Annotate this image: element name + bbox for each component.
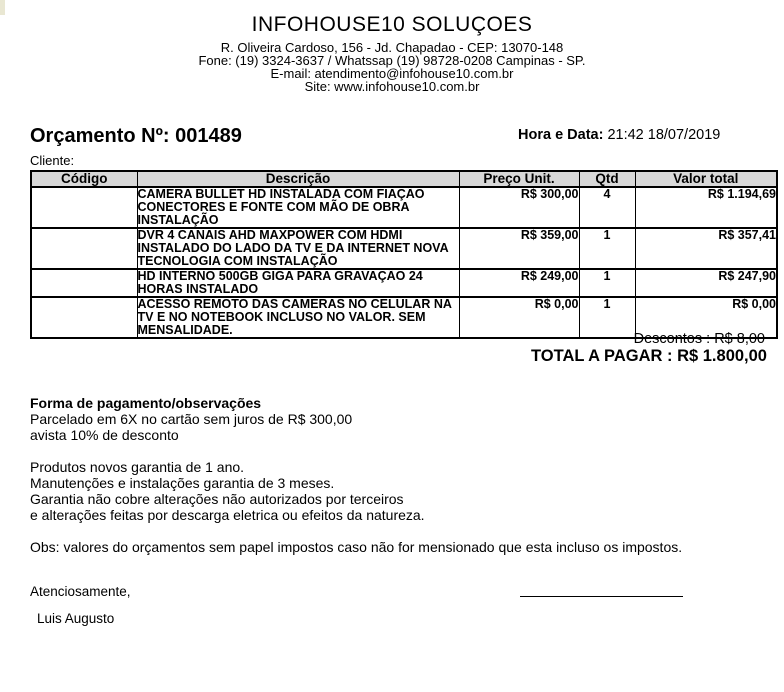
datetime-value: 21:42 18/07/2019 [603, 127, 721, 143]
column-header-descricao: Descrição [137, 171, 459, 187]
datetime-label: Hora e Data: [518, 127, 604, 143]
quote-number-title: Orçamento Nº: 001489 [30, 125, 242, 147]
signature-line [520, 596, 683, 597]
company-phone: Fone: (19) 3324-3637 / Whatssap (19) 98728-0208 Campinas - SP. [198, 53, 586, 68]
company-name: INFOHOUSE10 SOLUÇOES [251, 13, 533, 36]
item-descricao: ACESSO REMOTO DAS CAMERAS NO CELULAR NA TV E NO NOTEBOOK INCLUSO NO VALOR. SEM MENSALIDADE. [137, 297, 459, 338]
payment-line: avista 10% de desconto [30, 427, 179, 443]
items-table [30, 170, 778, 339]
item-qtd: 1 [579, 297, 635, 338]
item-preco-unit: R$ 300,00 [459, 187, 579, 228]
warranty-line: e alterações feitas por descarga eletrica ou efeitos da natureza. [30, 507, 425, 523]
item-valor-total: R$ 1.194,69 [635, 187, 777, 228]
item-qtd: 1 [579, 269, 635, 297]
item-valor-total: R$ 0,00 [635, 297, 777, 338]
warranty-line: Produtos novos garantia de 1 ano. [30, 459, 245, 475]
item-codigo [31, 228, 137, 269]
company-address: R. Oliveira Cardoso, 156 - Jd. Chapadao - CEP: 13070-148 [220, 40, 564, 55]
table-row [31, 228, 777, 269]
item-qtd: 1 [579, 228, 635, 269]
spacer [30, 443, 425, 459]
column-header-preco-unit: Preço Unit. [459, 171, 579, 187]
item-preco-unit: R$ 0,00 [459, 297, 579, 338]
document-header [0, 13, 784, 93]
table-header-row [31, 171, 777, 187]
item-descricao: CAMERA BULLET HD INSTALADA COM FIAÇÃO CONECTORES E FONTE COM MÃO DE OBRA INSTALAÇÃO [137, 187, 459, 228]
item-valor-total: R$ 247,90 [635, 269, 777, 297]
column-header-qtd: Qtd [579, 171, 635, 187]
item-codigo [31, 269, 137, 297]
company-site: Site: www.infohouse10.com.br [304, 79, 480, 94]
item-preco-unit: R$ 249,00 [459, 269, 579, 297]
payment-observations-section [30, 395, 425, 523]
item-preco-unit: R$ 359,00 [459, 228, 579, 269]
item-descricao: HD INTERNO 500GB GIGA PARA GRAVAÇÃO 24 HORAS INSTALADO [137, 269, 459, 297]
client-label: Cliente: [30, 153, 75, 168]
discount-total: Descontos : R$ 8,00 [633, 331, 765, 347]
column-header-codigo: Código [31, 171, 137, 187]
item-qtd: 4 [579, 187, 635, 228]
warranty-line: Garantia não cobre alterações não autorizados por terceiros [30, 491, 404, 507]
signer-name: Luis Augusto [37, 611, 115, 626]
item-descricao: DVR 4 CANAIS AHD MAXPOWER COM HDMI INSTALADO DO LADO DA TV E DA INTERNET NOVA TECNOLOGIA COM INSTALAÇÃO [137, 228, 459, 269]
closing-salutation: Atenciosamente, [30, 584, 131, 599]
item-valor-total: R$ 357,41 [635, 228, 777, 269]
table-row [31, 269, 777, 297]
table-row [31, 187, 777, 228]
grand-total: TOTAL A PAGAR : R$ 1.800,00 [531, 347, 767, 365]
company-email: E-mail: atendimento@infohouse10.com.br [270, 66, 514, 81]
tax-observation: Obs: valores do orçamentos sem papel impostos caso não for mensionado que esta incluso os impostos. [30, 539, 683, 555]
payment-line: Parcelado em 6X no cartão sem juros de R$ 300,00 [30, 411, 353, 427]
item-codigo [31, 187, 137, 228]
warranty-line: Manutenções e instalações garantia de 3 meses. [30, 475, 335, 491]
quote-datetime [518, 127, 720, 143]
column-header-valor-total: Valor total [635, 171, 777, 187]
item-codigo [31, 297, 137, 338]
payment-section-heading: Forma de pagamento/observações [30, 395, 262, 411]
